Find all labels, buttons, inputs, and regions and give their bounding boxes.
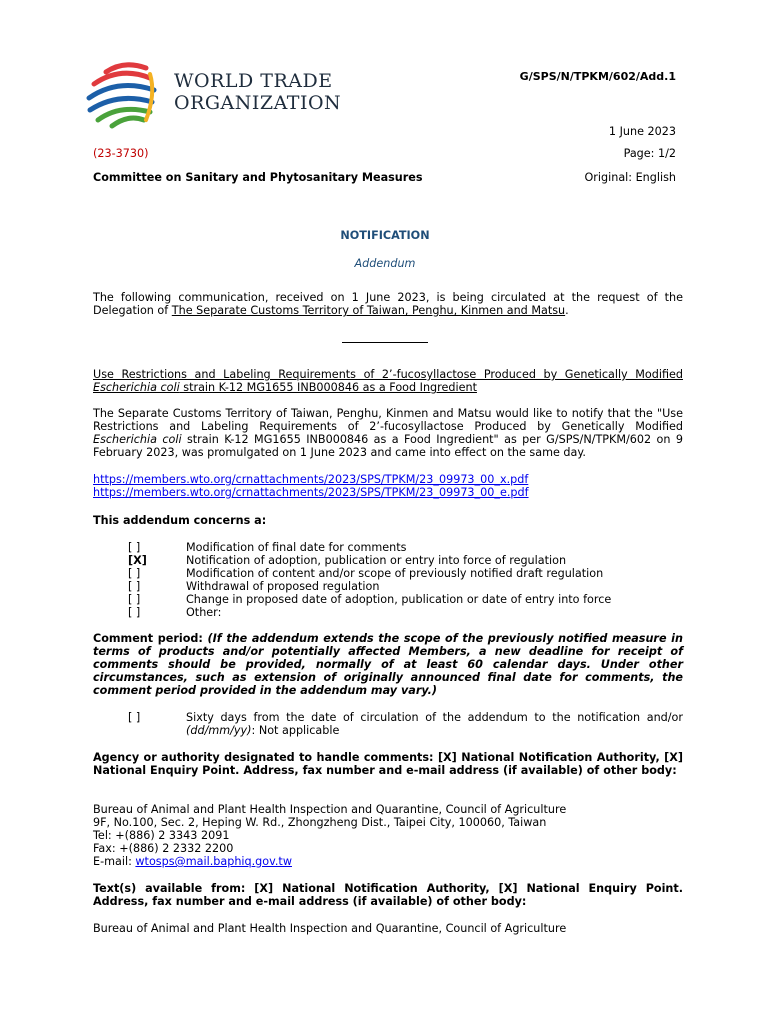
document-date: 1 June 2023 [608,125,676,138]
concern-label: Notification of adoption, publication or entry into force of regulation [186,554,567,567]
organization-name [174,70,341,114]
concerns-heading: This addendum concerns a: [93,514,267,527]
agency-contact [93,803,683,868]
body-organism: Escherichia coli [93,433,182,446]
texts-available-body: Bureau of Animal and Plant Health Inspection and Quarantine, Council of Agriculture [93,922,567,935]
org-name-line2: ORGANIZATION [174,92,342,114]
subject-line1: Use Restrictions and Labeling Requirements of 2’-fucosyllactose Produced by Genetically Modified [93,368,683,381]
attachment-link-x[interactable]: https://members.wto.org/crnattachments/2023/SPS/TPKM/23_09973_00_x.pdf [93,473,529,486]
texts-available-heading: Text(s) available from: [X] National Notification Authority, [X] National Enquiry Point. Address, fax number and e-mail address (if available) of other body: [93,882,683,908]
intro-paragraph [93,291,683,317]
concern-checkbox: [ ] [128,567,141,580]
agency-tel: Tel: +(886) 2 3343 2091 [93,829,230,842]
intro-text: The following communication, received on 1 June 2023, is being circulated at the request of the Delegation of [93,291,683,317]
agency-name: Bureau of Animal and Plant Health Inspection and Quarantine, Council of Agriculture [93,803,567,816]
comment-period-checkbox: [ ] [128,711,141,724]
concern-label: Modification of content and/or scope of previously notified draft regulation [186,567,604,580]
agency-email-label: E-mail: [93,855,136,868]
page-indicator: Page: 1/2 [623,147,676,160]
concern-checkbox: [ ] [128,580,141,593]
document-symbol: G/SPS/N/TPKM/602/Add.1 [519,70,676,83]
wto-swoosh-icon [84,58,164,130]
comment-option-text: Sixty days from the date of circulation of the addendum to the notification and/or [186,711,683,724]
comment-period-label: Comment period: [93,632,208,645]
attachment-links [93,473,683,499]
comment-option-date-format: (dd/mm/yy) [186,724,252,737]
org-name-line1: WORLD TRADE [174,70,333,92]
concern-label: Change in proposed date of adoption, publication or date of entry into force [186,593,612,606]
delegation-name: The Separate Customs Territory of Taiwan, Penghu, Kinmen and Matsu [171,304,566,317]
comment-option-value: : Not applicable [251,724,340,737]
body-paragraph [93,407,683,459]
concern-checkbox: [ ] [128,606,141,619]
agency-address: 9F, No.100, Sec. 2, Heping W. Rd., Zhongzheng Dist., Taipei City, 100060, Taiwan [93,816,547,829]
document-number: (23-3730) [93,147,149,160]
attachment-link-e[interactable]: https://members.wto.org/crnattachments/2023/SPS/TPKM/23_09973_00_e.pdf [93,486,529,499]
intro-end: . [565,304,569,317]
body-part1: The Separate Customs Territory of Taiwan, Penghu, Kinmen and Matsu would like to notify that the "Use Restrictions and Labeling Requirements of 2’-fucosyllactose Produced by Genetically Modified [93,407,683,433]
comment-period [93,632,683,697]
comment-period-option [186,711,683,737]
body-part2: strain K-12 MG1655 INB000846 as a Food Ingredient" as per G/SPS/N/TPKM/602 on 9 February 2023, was promulgated on 1 June 2023 and came into effect on the same day. [93,433,683,459]
separator-rule [342,342,428,343]
measure-subject [93,368,683,394]
concern-checkbox: [X] [128,554,147,567]
notification-title: NOTIFICATION [340,229,430,242]
subject-line2: strain K-12 MG1655 INB000846 as a Food Ingredient [179,381,477,394]
concern-label: Other: [186,606,222,619]
comment-period-note: (If the addendum extends the scope of the previously notified measure in terms of products and/or potentially affected Members, a new deadline for receipt of comments should be provided, normally of at least 60 calendar days. Under other circumstances, such as extension of originally announced final date for comments, the comment period provided in the addendum may vary.) [93,632,683,697]
committee-name: Committee on Sanitary and Phytosanitary Measures [93,171,423,184]
concern-checkbox: [ ] [128,593,141,606]
concern-label: Modification of final date for comments [186,541,407,554]
concern-checkbox: [ ] [128,541,141,554]
addendum-subtitle: Addendum [354,257,416,270]
subject-organism: Escherichia coli [93,381,180,394]
concern-label: Withdrawal of proposed regulation [186,580,380,593]
agency-fax: Fax: +(886) 2 2332 2200 [93,842,234,855]
original-language: Original: English [584,171,676,184]
agency-email-link[interactable]: wtosps@mail.baphiq.gov.tw [135,855,292,868]
agency-heading: Agency or authority designated to handle comments: [X] National Notification Authority, [X] National Enquiry Point. Address, fax number and e-mail address (if available) of other body: [93,751,683,777]
